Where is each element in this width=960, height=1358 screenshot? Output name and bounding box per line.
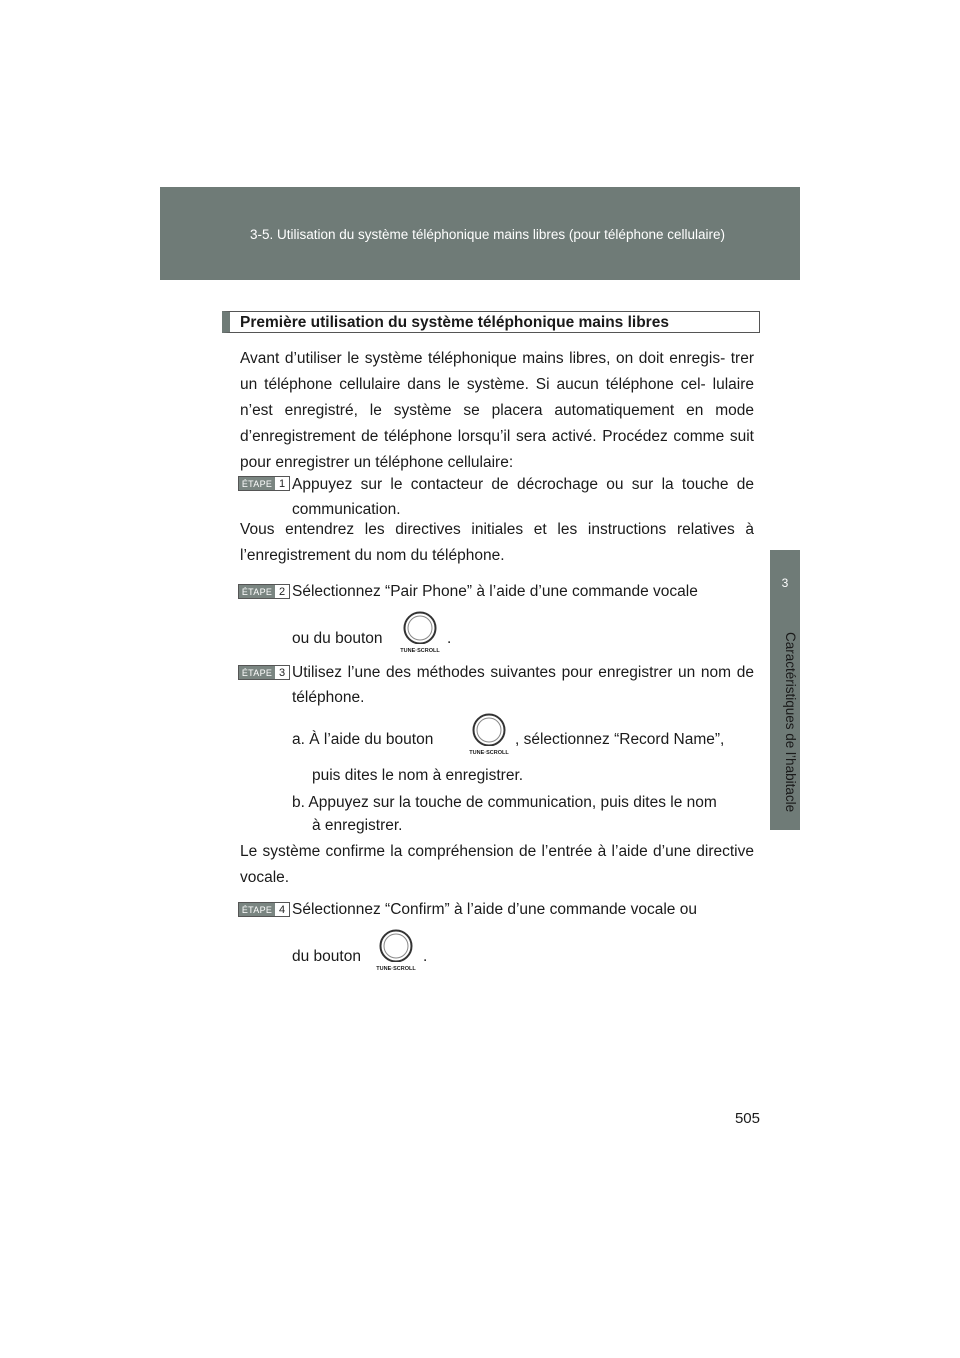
sub-a-suffix: , sélectionnez “Record Name”, bbox=[515, 731, 725, 748]
knob-label: TUNE·SCROLL bbox=[469, 750, 509, 756]
intro-paragraph: Avant d’utiliser le système téléphonique mains libres, on doit enregis- trer un téléphone cellulaire dans le système. Si aucun téléphone cel- lulaire n’est enregistré, le système se placera automatiquement en mode d’enregistrement de téléphone lorsqu’il sera activé. Procédez comme suit pour enregistrer un téléphone cellulaire: bbox=[240, 350, 754, 471]
sub-a-line2: puis dites le nom à enregistrer. bbox=[312, 767, 524, 784]
knob-label: TUNE·SCROLL bbox=[376, 966, 416, 972]
step-3-text: Utilisez l’une des méthodes suivantes pour enregistrer un nom de téléphone. bbox=[292, 664, 754, 706]
step-4-text: Sélectionnez “Confirm” à l’aide d’une commande vocale ou bbox=[292, 901, 697, 918]
sub-a-prefix: a. À l’aide du bouton bbox=[292, 731, 434, 748]
step-number: 2 bbox=[275, 585, 289, 598]
step-4-period: . bbox=[423, 948, 428, 965]
step-1-text: Appuyez sur le contacteur de décrochage ou sur la touche de communication. bbox=[292, 476, 754, 518]
sub-b-line1: b. Appuyez sur la touche de communication, puis dites le nom bbox=[292, 794, 717, 811]
step-label: ÉTAPE bbox=[239, 903, 275, 916]
after-step-1-paragraph: Vous entendrez les directives initiales et les instructions relatives à l’enregistrement du nom du téléphone. bbox=[240, 521, 754, 564]
step-badge-3 bbox=[238, 665, 290, 680]
tune-scroll-knob-icon bbox=[374, 928, 418, 974]
sub-b-line2: à enregistrer. bbox=[312, 817, 403, 834]
tune-scroll-knob-icon bbox=[398, 610, 442, 656]
chapter-title: 3-5. Utilisation du système téléphonique mains libres (pour téléphone cellulaire) bbox=[250, 227, 726, 242]
after-step-3-paragraph: Le système confirme la compréhension de l’entrée à l’aide d’une directive vocale. bbox=[240, 843, 754, 886]
step-label: ÉTAPE bbox=[239, 585, 275, 598]
step-number: 1 bbox=[275, 477, 289, 490]
step-label: ÉTAPE bbox=[239, 477, 275, 490]
side-tab-label: Caractéristiques de l’habitacle bbox=[783, 632, 798, 813]
step-number: 4 bbox=[275, 903, 289, 916]
step-badge-4 bbox=[238, 902, 290, 917]
section-title: Première utilisation du système téléphonique mains libres bbox=[222, 311, 760, 333]
step-2-text: Sélectionnez “Pair Phone” à l’aide d’une commande vocale bbox=[292, 583, 698, 600]
step-label: ÉTAPE bbox=[239, 666, 275, 679]
step-badge-1 bbox=[238, 476, 290, 491]
page-number: 505 bbox=[734, 1110, 760, 1127]
step-number: 3 bbox=[275, 666, 289, 679]
step-badge-2 bbox=[238, 584, 290, 599]
tune-scroll-knob-icon bbox=[467, 712, 511, 758]
step-2-text-cont: ou du bouton bbox=[292, 630, 383, 647]
step-4-text-cont: du bouton bbox=[292, 948, 361, 965]
side-tab-number: 3 bbox=[781, 576, 789, 590]
knob-label: TUNE·SCROLL bbox=[400, 648, 440, 654]
step-2-period: . bbox=[447, 630, 452, 647]
